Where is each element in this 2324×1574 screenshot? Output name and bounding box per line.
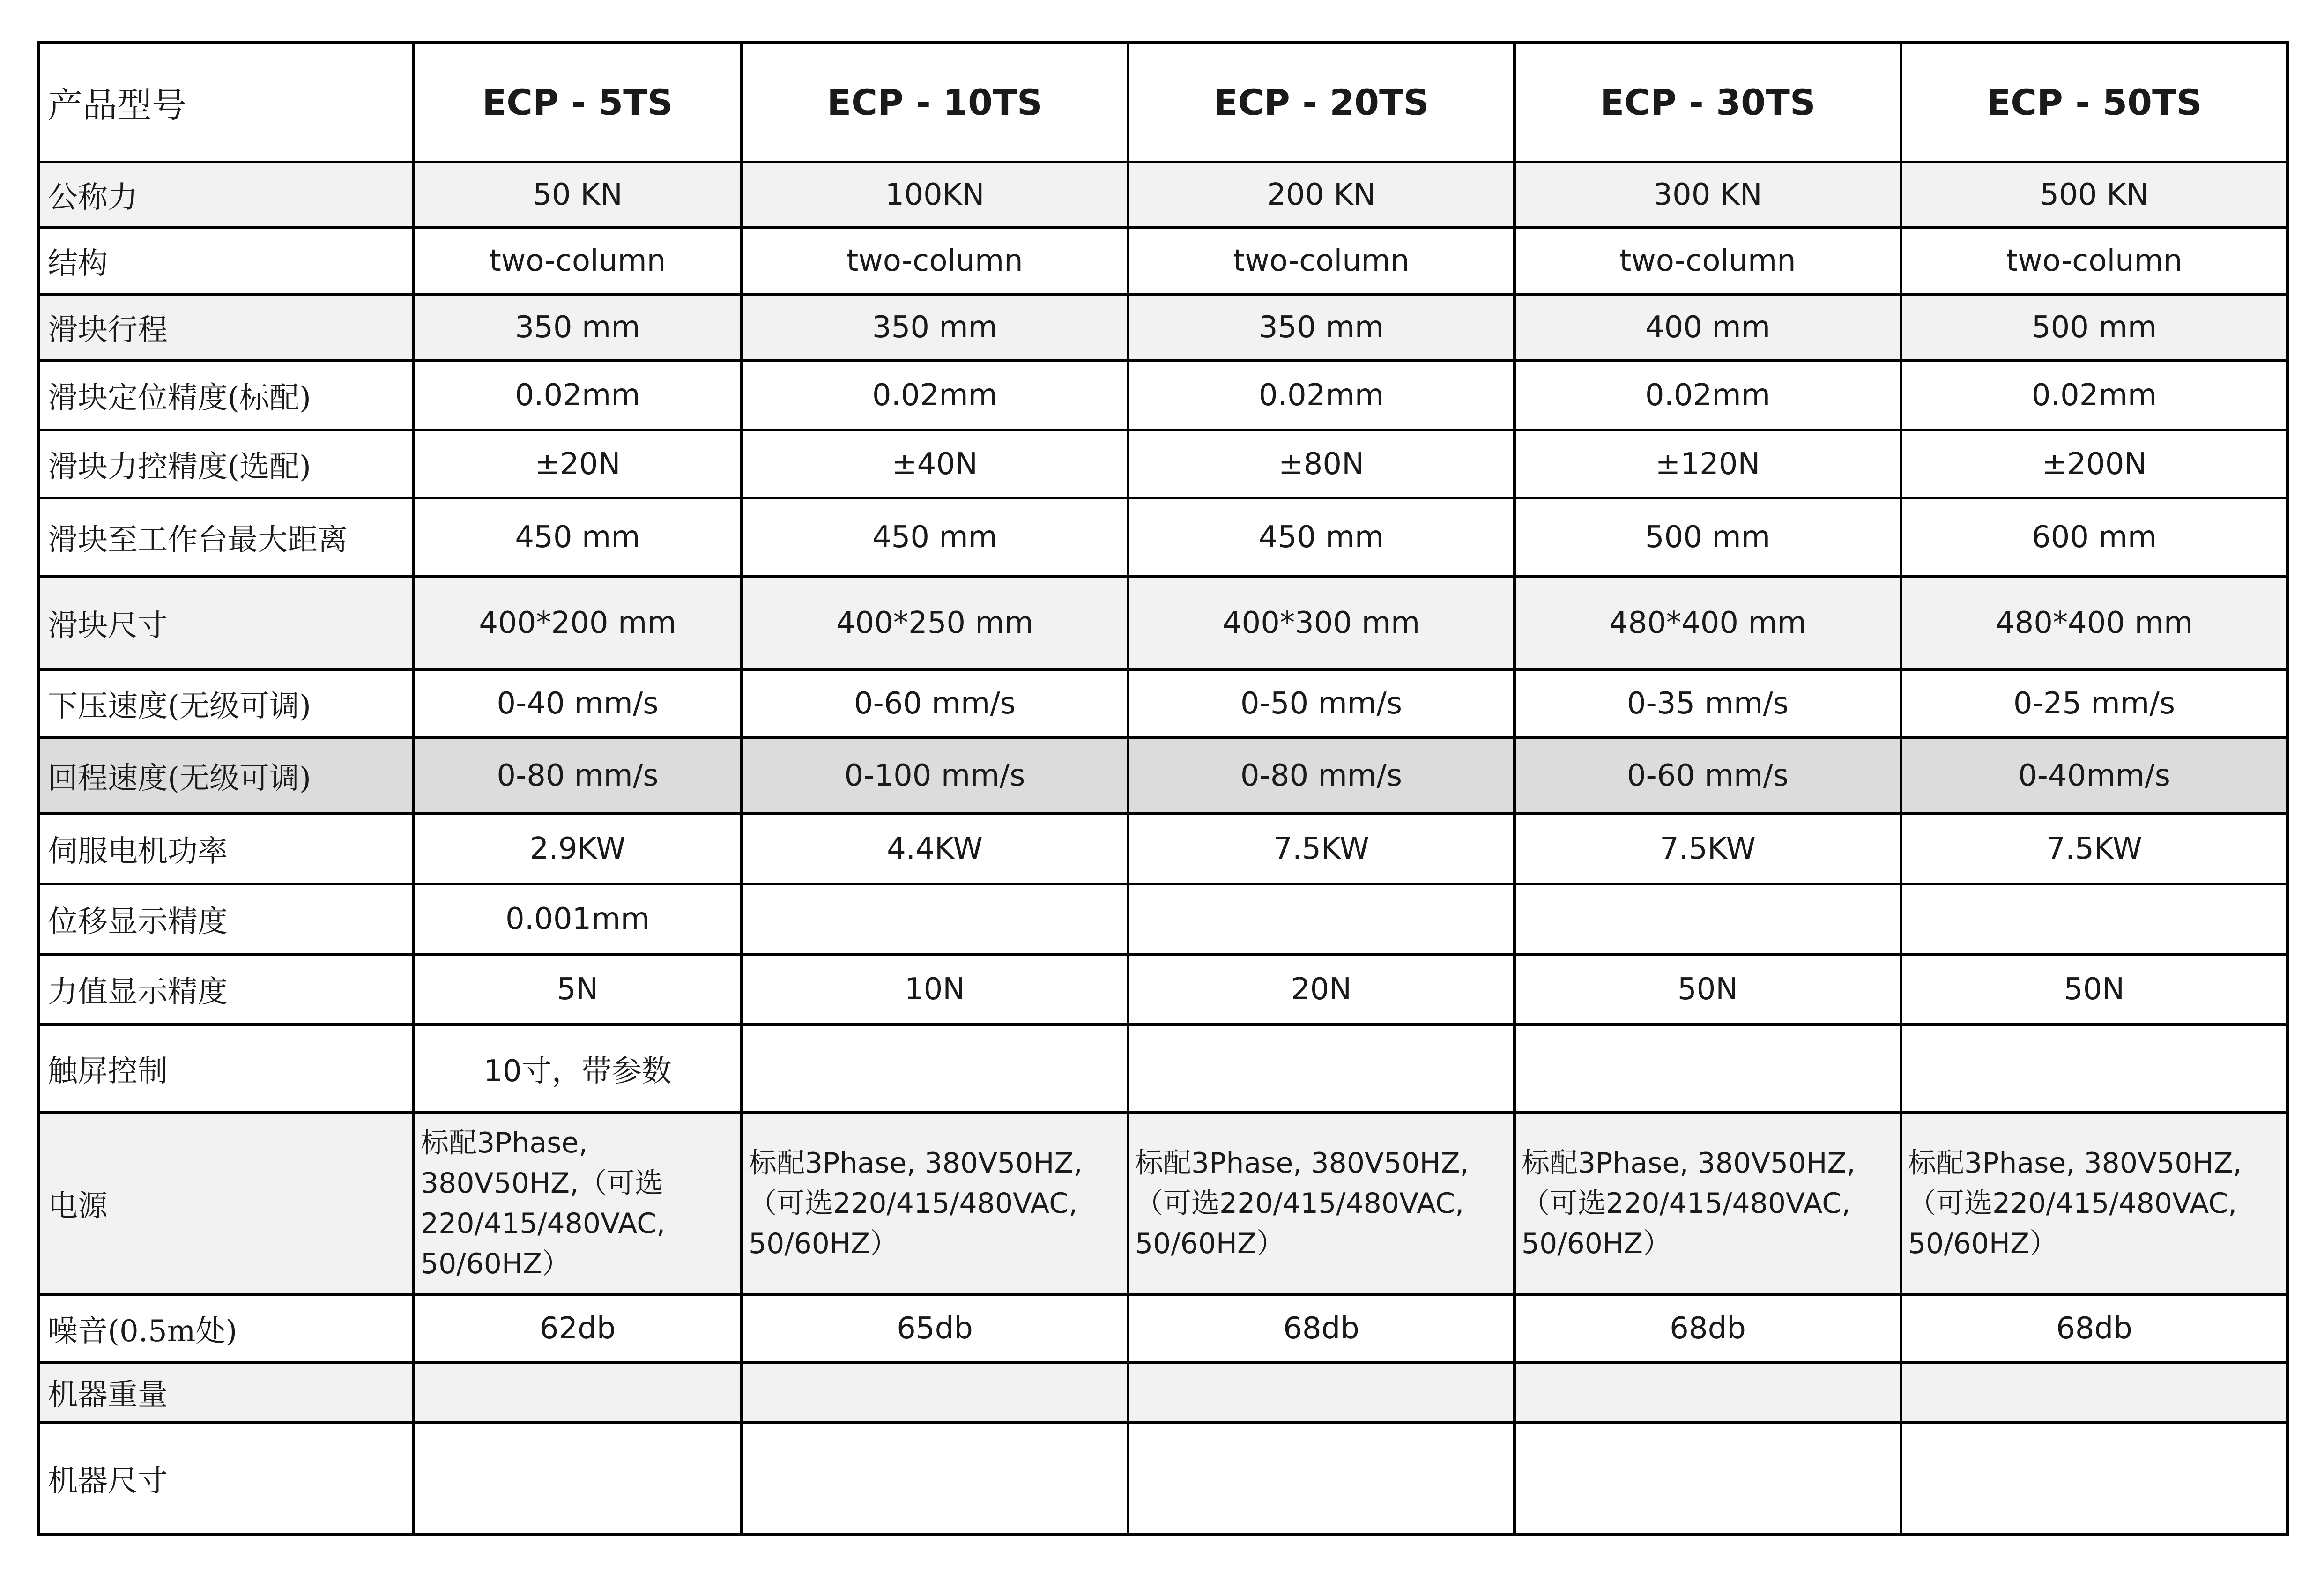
- spec-cell: 50 KN: [414, 162, 742, 228]
- power-cell: [1515, 1113, 1901, 1294]
- spec-cell: ±120N: [1515, 430, 1901, 498]
- power-line: 标配3Phase, 380V50HZ,: [749, 1147, 1083, 1180]
- spec-cell: 2.9KW: [414, 814, 742, 884]
- spec-cell: 0.02mm: [1515, 361, 1901, 430]
- spec-row-position-accuracy: [39, 361, 2287, 430]
- spec-cell: [414, 1362, 742, 1422]
- spec-cell: two-column: [1515, 228, 1901, 294]
- spec-cell: ±40N: [742, 430, 1128, 498]
- spec-cell: [1901, 1025, 2287, 1113]
- power-line: 380V50HZ,（可选: [421, 1167, 663, 1200]
- spec-cell: 0-35 mm/s: [1515, 669, 1901, 737]
- spec-cell: 400*250 mm: [742, 577, 1128, 669]
- spec-cell: 7.5KW: [1515, 814, 1901, 884]
- spec-row-structure: [39, 228, 2287, 294]
- spec-cell: 400 mm: [1515, 294, 1901, 361]
- spec-cell: [1901, 884, 2287, 954]
- model-header: ECP - 30TS: [1515, 43, 1901, 162]
- row-label: 滑块行程: [39, 294, 414, 361]
- spec-cell: 0-60 mm/s: [1515, 737, 1901, 814]
- spec-cell: [742, 1025, 1128, 1113]
- power-line: 50/60HZ）: [1135, 1227, 1285, 1260]
- spec-cell: [742, 1362, 1128, 1422]
- power-line: （可选220/415/480VAC,: [1908, 1187, 2237, 1220]
- row-label: 伺服电机功率: [39, 814, 414, 884]
- spec-cell: 350 mm: [1128, 294, 1515, 361]
- spec-cell: 200 KN: [1128, 162, 1515, 228]
- power-line: 50/60HZ）: [749, 1227, 898, 1260]
- power-line: （可选220/415/480VAC,: [1522, 1187, 1851, 1220]
- spec-cell: 450 mm: [742, 498, 1128, 577]
- row-label: 滑块尺寸: [39, 577, 414, 669]
- spec-row-stroke: [39, 294, 2287, 361]
- spec-cell: 7.5KW: [1901, 814, 2287, 884]
- spec-cell: [742, 1422, 1128, 1535]
- spec-cell: [1515, 884, 1901, 954]
- spec-row-dimensions: [39, 1422, 2287, 1535]
- spec-cell: 0-80 mm/s: [414, 737, 742, 814]
- spec-cell: 400*200 mm: [414, 577, 742, 669]
- row-label: 滑块至工作台最大距离: [39, 498, 414, 577]
- spec-cell: 10寸，带参数: [414, 1025, 742, 1113]
- model-header: ECP - 10TS: [742, 43, 1128, 162]
- power-line: 标配3Phase, 380V50HZ,: [1522, 1147, 1856, 1180]
- spec-row-slide-size: [39, 577, 2287, 669]
- spec-cell: ±80N: [1128, 430, 1515, 498]
- row-label: 机器重量: [39, 1362, 414, 1422]
- power-cell: [414, 1113, 742, 1294]
- spec-row-force-display: [39, 954, 2287, 1025]
- header-row: [39, 43, 2287, 162]
- spec-cell: 350 mm: [742, 294, 1128, 361]
- spec-cell: [1128, 1422, 1515, 1535]
- spec-cell: 62db: [414, 1294, 742, 1362]
- spec-cell: 0-40mm/s: [1901, 737, 2287, 814]
- spec-cell: 0-25 mm/s: [1901, 669, 2287, 737]
- spec-row-press-speed: [39, 669, 2287, 737]
- spec-row-displacement-display: [39, 884, 2287, 954]
- spec-cell: two-column: [1128, 228, 1515, 294]
- spec-cell: 10N: [742, 954, 1128, 1025]
- spec-row-weight: [39, 1362, 2287, 1422]
- row-label: 公称力: [39, 162, 414, 228]
- power-line: （可选220/415/480VAC,: [1135, 1187, 1464, 1220]
- spec-table: [37, 41, 2289, 1536]
- power-cell: [742, 1113, 1128, 1294]
- spec-cell: [1901, 1362, 2287, 1422]
- spec-cell: 0-40 mm/s: [414, 669, 742, 737]
- power-line: 220/415/480VAC,: [421, 1207, 666, 1240]
- model-header: ECP - 20TS: [1128, 43, 1515, 162]
- row-label: 噪音(0.5m处): [39, 1294, 414, 1362]
- spec-cell: ±20N: [414, 430, 742, 498]
- spec-cell: [414, 1422, 742, 1535]
- spec-cell: 300 KN: [1515, 162, 1901, 228]
- power-line: 50/60HZ）: [1522, 1227, 1671, 1260]
- spec-row-return-speed: [39, 737, 2287, 814]
- spec-cell: [1515, 1422, 1901, 1535]
- row-label: 机器尺寸: [39, 1422, 414, 1535]
- row-label: 滑块力控精度(选配): [39, 430, 414, 498]
- spec-row-rated-force: [39, 162, 2287, 228]
- spec-cell: 0.02mm: [1901, 361, 2287, 430]
- spec-cell: [1128, 884, 1515, 954]
- row-label: 结构: [39, 228, 414, 294]
- spec-cell: 0-100 mm/s: [742, 737, 1128, 814]
- spec-cell: two-column: [414, 228, 742, 294]
- spec-cell: 65db: [742, 1294, 1128, 1362]
- spec-cell: [1901, 1422, 2287, 1535]
- spec-cell: ±200N: [1901, 430, 2287, 498]
- spec-cell: [742, 884, 1128, 954]
- spec-cell: 500 mm: [1901, 294, 2287, 361]
- power-line: 50/60HZ）: [421, 1247, 571, 1280]
- spec-cell: 480*400 mm: [1901, 577, 2287, 669]
- power-line: 标配3Phase, 380V50HZ,: [1135, 1147, 1469, 1180]
- spec-cell: 600 mm: [1901, 498, 2287, 577]
- spec-cell: 50N: [1901, 954, 2287, 1025]
- spec-cell: 450 mm: [414, 498, 742, 577]
- spec-cell: 50N: [1515, 954, 1901, 1025]
- row-label: 回程速度(无级可调): [39, 737, 414, 814]
- model-header: ECP - 5TS: [414, 43, 742, 162]
- spec-cell: 68db: [1128, 1294, 1515, 1362]
- spec-cell: 480*400 mm: [1515, 577, 1901, 669]
- row-label: 电源: [39, 1113, 414, 1294]
- model-header: ECP - 50TS: [1901, 43, 2287, 162]
- spec-row-power-supply: [39, 1113, 2287, 1294]
- power-line: （可选220/415/480VAC,: [749, 1187, 1078, 1220]
- spec-cell: 0-60 mm/s: [742, 669, 1128, 737]
- spec-cell: two-column: [1901, 228, 2287, 294]
- spec-cell: 5N: [414, 954, 742, 1025]
- spec-cell: 0.02mm: [414, 361, 742, 430]
- spec-cell: 100KN: [742, 162, 1128, 228]
- spec-cell: 0.02mm: [742, 361, 1128, 430]
- spec-row-max-distance: [39, 498, 2287, 577]
- spec-cell: [1515, 1362, 1901, 1422]
- spec-row-servo-power: [39, 814, 2287, 884]
- spec-cell: two-column: [742, 228, 1128, 294]
- row-label: 位移显示精度: [39, 884, 414, 954]
- power-cell: [1128, 1113, 1515, 1294]
- spec-cell: 500 KN: [1901, 162, 2287, 228]
- power-line: 标配3Phase,: [421, 1127, 588, 1159]
- row-label: 触屏控制: [39, 1025, 414, 1113]
- spec-cell: 450 mm: [1128, 498, 1515, 577]
- spec-cell: 400*300 mm: [1128, 577, 1515, 669]
- spec-cell: 350 mm: [414, 294, 742, 361]
- spec-cell: [1128, 1025, 1515, 1113]
- spec-cell: 500 mm: [1515, 498, 1901, 577]
- spec-cell: 0.001mm: [414, 884, 742, 954]
- spec-cell: 20N: [1128, 954, 1515, 1025]
- spec-cell: 0.02mm: [1128, 361, 1515, 430]
- power-line: 标配3Phase, 380V50HZ,: [1908, 1147, 2242, 1180]
- power-cell: [1901, 1113, 2287, 1294]
- spec-cell: 68db: [1515, 1294, 1901, 1362]
- spec-row-touchscreen: [39, 1025, 2287, 1113]
- spec-cell: 0-50 mm/s: [1128, 669, 1515, 737]
- spec-cell: 68db: [1901, 1294, 2287, 1362]
- spec-cell: [1515, 1025, 1901, 1113]
- spec-cell: 4.4KW: [742, 814, 1128, 884]
- header-label: 产品型号: [39, 43, 414, 162]
- spec-cell: 0-80 mm/s: [1128, 737, 1515, 814]
- power-line: 50/60HZ）: [1908, 1227, 2058, 1260]
- spec-row-noise: [39, 1294, 2287, 1362]
- spec-cell: [1128, 1362, 1515, 1422]
- row-label: 力值显示精度: [39, 954, 414, 1025]
- row-label: 滑块定位精度(标配): [39, 361, 414, 430]
- spec-row-force-accuracy: [39, 430, 2287, 498]
- spec-cell: 7.5KW: [1128, 814, 1515, 884]
- row-label: 下压速度(无级可调): [39, 669, 414, 737]
